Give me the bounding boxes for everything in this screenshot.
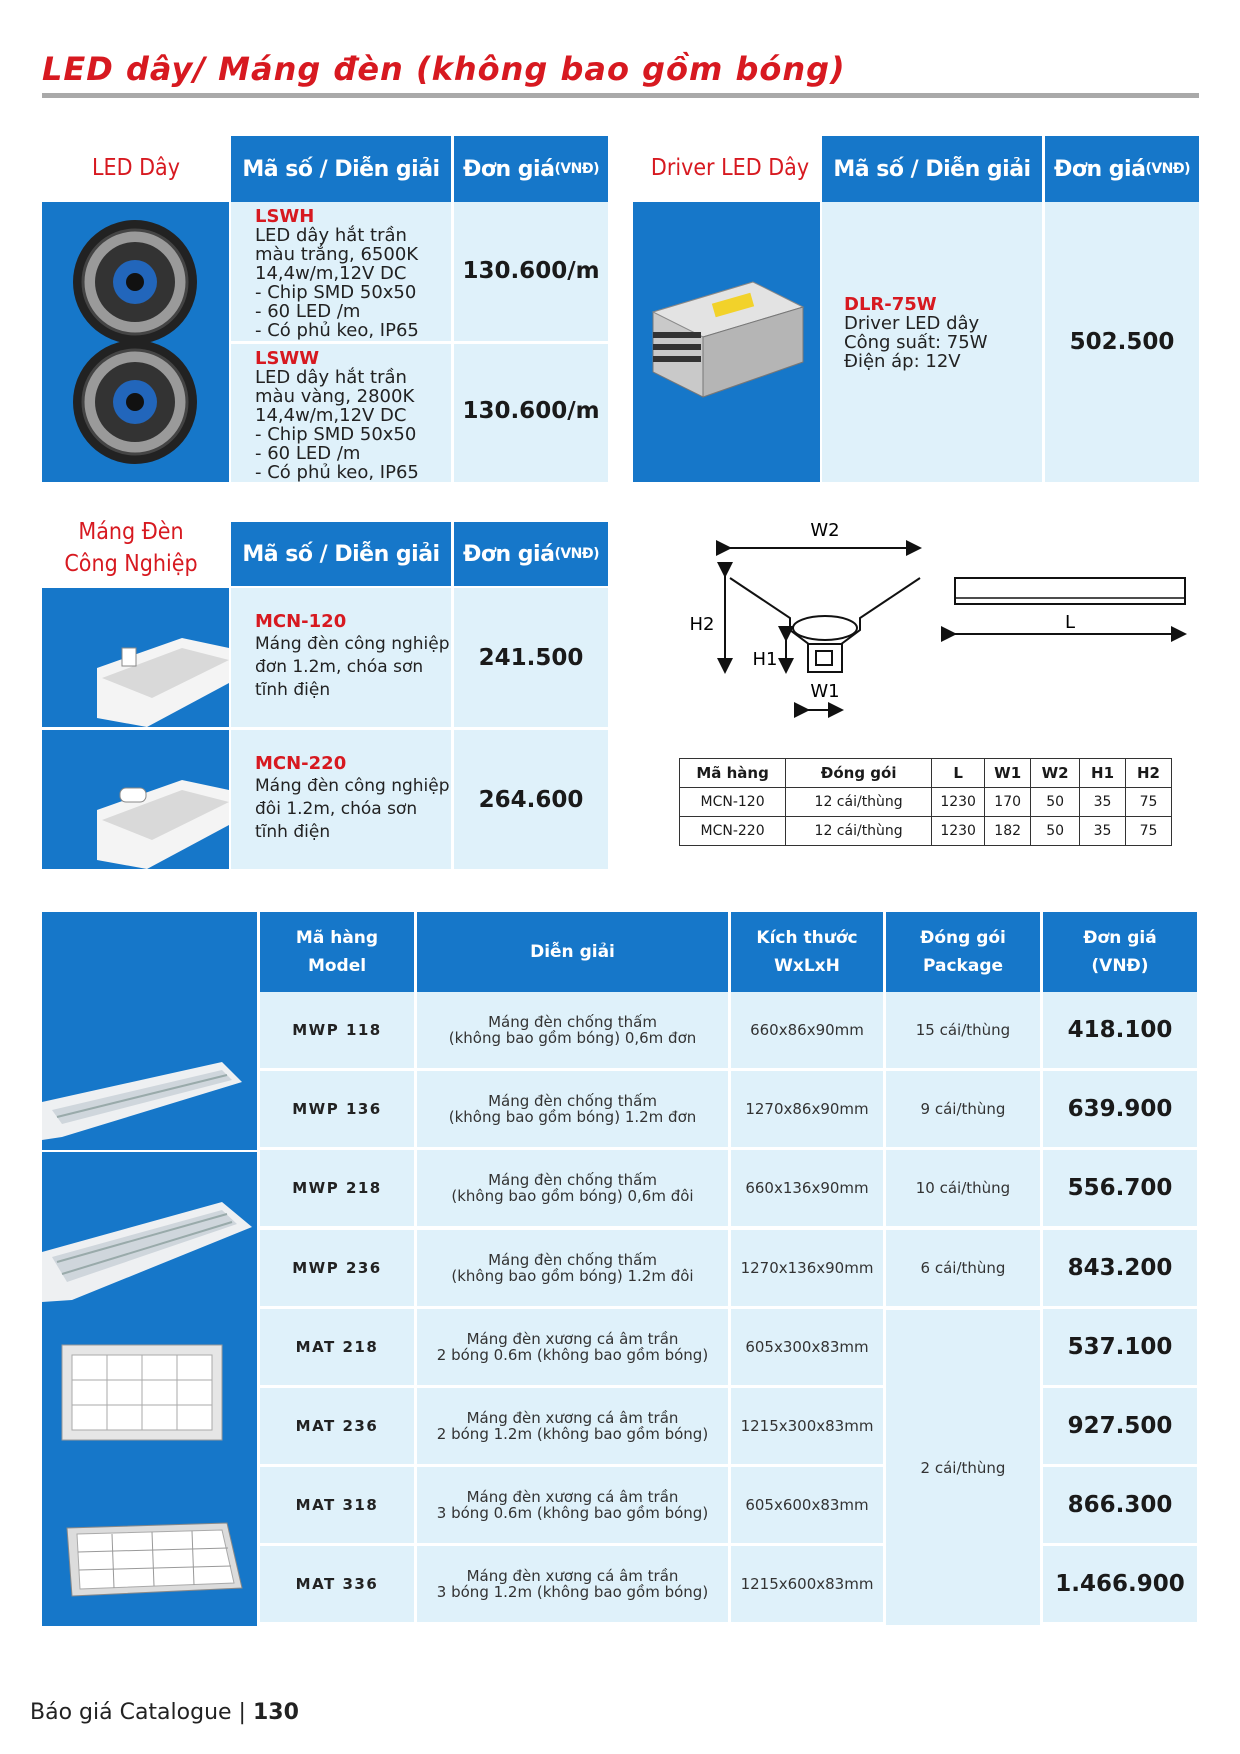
desc-line: Máng đèn xương cá âm trần <box>466 1409 679 1427</box>
desc-line: Công suất: 75W <box>844 332 988 353</box>
price-mcn-220: 264.600 <box>454 730 608 869</box>
desc-line: 2 bóng 1.2m (không bao gồm bóng) <box>436 1425 709 1443</box>
cell: 75 <box>1126 817 1172 846</box>
desc-line: tĩnh điện <box>255 680 331 700</box>
page-title: LED dây/ Máng đèn (không bao gồm bóng) <box>42 50 846 88</box>
table-row <box>680 788 1172 817</box>
desc-line: Máng đèn xương cá âm trần <box>466 1567 679 1585</box>
price-value: 843.200 <box>1067 1255 1173 1281</box>
col-header: W1 <box>985 759 1031 788</box>
size-cell <box>731 1388 883 1464</box>
model-cell <box>260 1467 414 1543</box>
size-value: 1270x86x90mm <box>745 1100 869 1118</box>
desc-line: (không bao gồm bóng) 0,6m đơn <box>448 1029 697 1047</box>
product-code: LSWH <box>255 206 315 227</box>
description-cell <box>417 992 728 1068</box>
cell: 12 cái/thùng <box>786 788 932 817</box>
mang-cn-header-price: Đơn giá (VNĐ) <box>454 522 608 586</box>
description-cell <box>417 1071 728 1147</box>
description-cell <box>417 1230 728 1306</box>
desc-line: 3 bóng 0.6m (không bao gồm bóng) <box>436 1504 709 1522</box>
desc-line: (không bao gồm bóng) 0,6m đôi <box>451 1187 694 1205</box>
description-cell <box>417 1309 728 1385</box>
col-header: Mã hàng <box>680 759 786 788</box>
desc-line: - Chip SMD 50x50 <box>255 424 417 445</box>
size-cell <box>731 1467 883 1543</box>
cell: MCN-120 <box>680 788 786 817</box>
label-line: Máng Đèn <box>78 519 184 545</box>
led-strip-image <box>42 202 229 482</box>
mang-cn-header-code: Mã số / Diễn giải <box>231 522 451 586</box>
col-header: Đóng gói <box>786 759 932 788</box>
size-cell <box>731 1230 883 1306</box>
mwp-2-image <box>42 1152 257 1310</box>
price-cell <box>1043 1071 1197 1147</box>
cell: 182 <box>985 817 1031 846</box>
price-lsww: 130.600/m <box>454 344 608 482</box>
desc-line: Máng đèn chống thấm <box>488 1092 657 1110</box>
bottom-header-size: Kích thước WxLxH <box>731 912 883 992</box>
bottom-header-price: Đơn giá (VNĐ) <box>1043 912 1197 992</box>
desc-line: màu trắng, 6500K <box>255 244 419 265</box>
desc-line: Máng đèn công nghiệp <box>255 634 450 654</box>
price-value: 556.700 <box>1067 1175 1173 1201</box>
desc-line: 2 bóng 0.6m (không bao gồm bóng) <box>436 1346 709 1364</box>
bottom-header-model: Mã hàng Model <box>260 912 414 992</box>
product-code: MCN-120 <box>255 611 347 632</box>
desc-line: LED dây hắt trần <box>255 225 407 246</box>
size-value: 605x600x83mm <box>745 1496 869 1514</box>
size-cell <box>731 992 883 1068</box>
section-label-led-day: LED Dây <box>92 155 180 181</box>
led-day-header-code: Mã số / Diễn giải <box>231 136 451 202</box>
cell: 50 <box>1031 788 1080 817</box>
mcn-220-image <box>42 730 229 869</box>
col-header: H1 <box>1080 759 1126 788</box>
desc-line: - 60 LED /m <box>255 443 361 464</box>
driver-item-dlr75w <box>822 202 1042 482</box>
cell: 35 <box>1080 788 1126 817</box>
model-value: MWP 118 <box>292 1021 382 1039</box>
cell: MCN-220 <box>680 817 786 846</box>
desc-line: - Chip SMD 50x50 <box>255 282 417 303</box>
desc-line: (không bao gồm bóng) 1.2m đơn <box>448 1108 697 1126</box>
table-row <box>680 817 1172 846</box>
col-header: H2 <box>1126 759 1172 788</box>
col-header: L <box>932 759 985 788</box>
page-number: 130 <box>252 1700 299 1725</box>
mat-2-image <box>42 1310 257 1468</box>
description-cell <box>417 1546 728 1622</box>
cell: 50 <box>1031 817 1080 846</box>
desc-line: Máng đèn chống thấm <box>488 1171 657 1189</box>
label-l: L <box>1064 612 1076 633</box>
model-value: MWP 136 <box>292 1100 382 1118</box>
model-value: MAT 336 <box>295 1575 379 1593</box>
price-value: 927.500 <box>1067 1413 1173 1439</box>
model-cell <box>260 1150 414 1226</box>
section-label-driver: Driver LED Dây <box>650 155 810 181</box>
desc-line: Máng đèn chống thấm <box>488 1013 657 1031</box>
desc-line: (không bao gồm bóng) 1.2m đôi <box>451 1267 694 1285</box>
size-cell <box>731 1309 883 1385</box>
desc-line: màu vàng, 2800K <box>255 386 415 407</box>
cell: 35 <box>1080 817 1126 846</box>
mang-cn-item-120 <box>231 588 451 727</box>
bottom-header-pack: Đóng gói Package <box>886 912 1040 992</box>
size-value: 660x86x90mm <box>750 1021 864 1039</box>
price-value: 639.900 <box>1067 1096 1173 1122</box>
cell: 1230 <box>932 817 985 846</box>
price-cell <box>1043 1388 1197 1464</box>
size-value: 1215x600x83mm <box>740 1575 874 1593</box>
desc-line: đôi 1.2m, chóa sơn <box>255 799 418 819</box>
mwp-1-image <box>42 992 257 1150</box>
led-day-item-lswh <box>231 202 451 341</box>
price-value: 537.100 <box>1067 1334 1173 1360</box>
pack-cell <box>886 1230 1040 1306</box>
mat-pack-cell: 2 cái/thùng <box>886 1310 1040 1625</box>
pack-value: 10 cái/thùng <box>915 1179 1011 1197</box>
driver-header-price: Đơn giá (VNĐ) <box>1045 136 1199 202</box>
col-header: W2 <box>1031 759 1080 788</box>
price-value: 418.100 <box>1067 1017 1173 1043</box>
pack-value: 6 cái/thùng <box>920 1259 1006 1277</box>
product-code: MCN-220 <box>255 753 347 774</box>
product-code: LSWW <box>255 348 320 369</box>
desc-line: - Có phủ keo, IP65 <box>255 320 419 341</box>
desc-line: 14,4w/m,12V DC <box>255 405 407 426</box>
dimension-diagram <box>680 510 1200 730</box>
size-value: 1270x136x90mm <box>740 1259 874 1277</box>
desc-line: 3 bóng 1.2m (không bao gồm bóng) <box>436 1583 709 1601</box>
desc-line: 14,4w/m,12V DC <box>255 263 407 284</box>
mang-cn-item-220 <box>231 730 451 869</box>
size-cell <box>731 1150 883 1226</box>
model-value: MWP 236 <box>292 1259 382 1277</box>
size-value: 1215x300x83mm <box>740 1417 874 1435</box>
price-value: 1.466.900 <box>1055 1571 1185 1597</box>
price-cell <box>1043 1309 1197 1385</box>
size-value: 660x136x90mm <box>745 1179 869 1197</box>
dim-table-header <box>680 759 1172 788</box>
driver-header-code: Mã số / Diễn giải <box>822 136 1042 202</box>
size-cell <box>731 1071 883 1147</box>
model-value: MAT 236 <box>295 1417 379 1435</box>
price-cell <box>1043 992 1197 1068</box>
description-cell <box>417 1388 728 1464</box>
desc-line: LED dây hắt trần <box>255 367 407 388</box>
title-divider <box>42 93 1199 98</box>
price-cell <box>1043 1467 1197 1543</box>
bottom-table-corner <box>42 912 257 992</box>
desc-line: Máng đèn xương cá âm trần <box>466 1330 679 1348</box>
description-cell <box>417 1150 728 1226</box>
model-cell <box>260 1546 414 1622</box>
product-code: DLR-75W <box>844 294 937 315</box>
pack-cell <box>886 1071 1040 1147</box>
model-cell <box>260 1230 414 1306</box>
label-w2: W2 <box>810 520 840 541</box>
size-value: 605x300x83mm <box>745 1338 869 1356</box>
price-cell <box>1043 1150 1197 1226</box>
desc-line: Driver LED dây <box>844 313 980 334</box>
model-cell <box>260 1388 414 1464</box>
price-cell <box>1043 1230 1197 1306</box>
bottom-header-desc: Diễn giải <box>417 912 728 992</box>
pack-value: 9 cái/thùng <box>920 1100 1006 1118</box>
footer <box>30 1700 299 1725</box>
pack-cell <box>886 1150 1040 1226</box>
price-dlr75w: 502.500 <box>1045 202 1199 482</box>
mat-3-image <box>42 1468 257 1626</box>
driver-image <box>633 202 820 482</box>
label-h1: H1 <box>752 649 778 670</box>
pack-value: 15 cái/thùng <box>915 1021 1011 1039</box>
led-day-item-lsww <box>231 344 451 482</box>
mcn-120-image <box>42 588 229 727</box>
size-cell <box>731 1546 883 1622</box>
price-cell <box>1043 1546 1197 1622</box>
footer-text: Báo giá Catalogue | <box>30 1700 253 1725</box>
cell: 170 <box>985 788 1031 817</box>
price-lswh: 130.600/m <box>454 202 608 341</box>
model-value: MAT 218 <box>295 1338 379 1356</box>
cell: 1230 <box>932 788 985 817</box>
desc-line: tĩnh điện <box>255 822 331 842</box>
price-value: 866.300 <box>1067 1492 1173 1518</box>
desc-line: Máng đèn xương cá âm trần <box>466 1488 679 1506</box>
desc-line: Điện áp: 12V <box>844 351 961 372</box>
cell: 12 cái/thùng <box>786 817 932 846</box>
led-day-header-price: Đơn giá (VNĐ) <box>454 136 608 202</box>
model-value: MAT 318 <box>295 1496 379 1514</box>
cell: 75 <box>1126 788 1172 817</box>
desc-line: Máng đèn chống thấm <box>488 1251 657 1269</box>
description-cell <box>417 1467 728 1543</box>
model-cell <box>260 1309 414 1385</box>
model-cell <box>260 992 414 1068</box>
dimension-table <box>679 758 1172 846</box>
label-line: Công Nghiệp <box>64 551 198 577</box>
desc-line: Máng đèn công nghiệp <box>255 776 450 796</box>
model-value: MWP 218 <box>292 1179 382 1197</box>
price-mcn-120: 241.500 <box>454 588 608 727</box>
pack-cell <box>886 992 1040 1068</box>
desc-line: đơn 1.2m, chóa sơn <box>255 657 424 677</box>
desc-line: - Có phủ keo, IP65 <box>255 462 419 483</box>
desc-line: - 60 LED /m <box>255 301 361 322</box>
model-cell <box>260 1071 414 1147</box>
label-h2: H2 <box>689 614 715 635</box>
label-w1: W1 <box>810 681 840 702</box>
section-label-mang-cn <box>42 516 220 580</box>
